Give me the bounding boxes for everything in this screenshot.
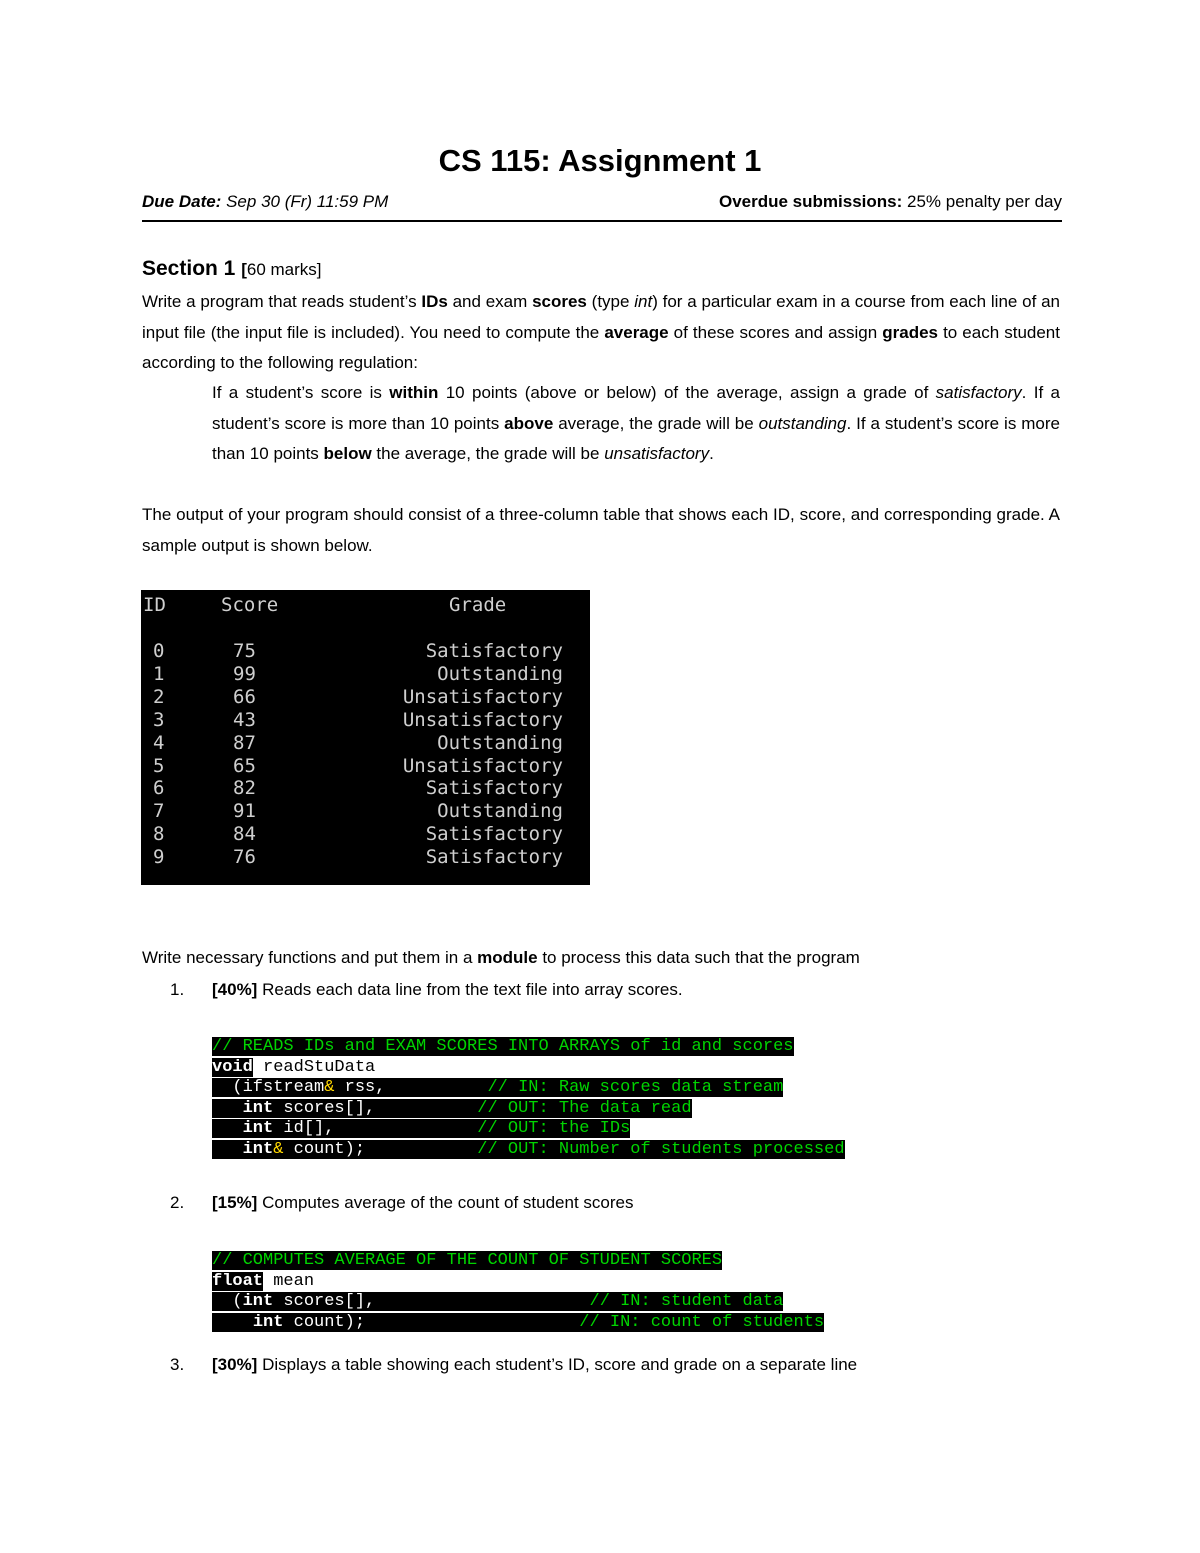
output-grade-cell: Outstanding bbox=[437, 731, 563, 754]
due-date-row bbox=[142, 192, 1062, 222]
output-row bbox=[141, 640, 590, 663]
output-id-cell: 6 bbox=[153, 777, 165, 800]
output-id-cell: 1 bbox=[153, 662, 165, 685]
output-score-cell: 65 bbox=[233, 754, 256, 777]
list-item-3: 3. [30%] Displays a table showing each student’s ID, score and grade on a separate line bbox=[170, 1355, 858, 1374]
output-row bbox=[141, 800, 590, 823]
output-score-cell: 84 bbox=[233, 823, 256, 846]
page-title: CS 115: Assignment 1 bbox=[438, 143, 762, 178]
grading-rule: If a student’s score is within 10 points (above or below) of the average, assign a grade of satisfactory. If a student’s score is more than 10 points above average, the grade will be outstanding. If a student’s score is more than 10 points below the average, the grade will be unsatisfactory. bbox=[212, 383, 1060, 463]
output-grade-cell: Unsatisfactory bbox=[402, 708, 563, 731]
list-item-1: 1. [40%] Reads each data line from the text file into array scores. bbox=[170, 980, 683, 999]
output-row bbox=[141, 686, 590, 709]
output-id-cell: 0 bbox=[153, 640, 165, 662]
output-row bbox=[141, 777, 590, 800]
output-id-cell: 9 bbox=[153, 846, 165, 869]
output-row bbox=[141, 846, 590, 869]
output-grade-cell: Satisfactory bbox=[425, 823, 563, 846]
output-score-cell: 43 bbox=[233, 708, 256, 731]
output-score-cell: 75 bbox=[233, 640, 256, 662]
output-row bbox=[141, 709, 590, 732]
output-row bbox=[141, 663, 590, 686]
section-heading: Section 1 [60 marks] bbox=[142, 257, 322, 280]
header-grade: Grade bbox=[449, 594, 507, 616]
output-id-cell: 3 bbox=[153, 708, 165, 731]
output-id-cell: 8 bbox=[153, 823, 165, 846]
functions-intro: Write necessary functions and put them in a module to process this data such that the program bbox=[142, 948, 860, 967]
output-score-cell: 82 bbox=[233, 777, 256, 800]
output-description: The output of your program should consist of a three-column table that shows each ID, score, and corresponding grade. A sample output is shown below. bbox=[142, 505, 1060, 555]
output-score-cell: 87 bbox=[233, 731, 256, 754]
output-grade-cell: Satisfactory bbox=[425, 777, 563, 800]
output-id-cell: 5 bbox=[153, 754, 165, 777]
code-block-mean: // COMPUTES AVERAGE OF THE COUNT OF STUDENT SCORES float mean (int scores[], // IN: student data int count); // IN: count of students bbox=[212, 1251, 825, 1332]
header-id: ID bbox=[143, 594, 166, 616]
output-grade-cell: Outstanding bbox=[437, 662, 563, 685]
output-grade-cell: Satisfactory bbox=[425, 640, 563, 662]
output-score-cell: 91 bbox=[233, 800, 256, 823]
header-score: Score bbox=[221, 594, 279, 616]
output-score-cell: 66 bbox=[233, 685, 256, 708]
code-comment: // READS IDs and EXAM SCORES INTO ARRAYS of id and scores bbox=[212, 1037, 794, 1056]
output-row bbox=[141, 732, 590, 755]
output-score-cell: 99 bbox=[233, 662, 256, 685]
output-score-cell: 76 bbox=[233, 846, 256, 869]
output-grade-cell: Outstanding bbox=[437, 800, 563, 823]
code-comment: // COMPUTES AVERAGE OF THE COUNT OF STUDENT SCORES bbox=[212, 1251, 723, 1270]
list-item-2: 2. [15%] Computes average of the count of student scores bbox=[170, 1193, 634, 1212]
output-id-cell: 2 bbox=[153, 685, 165, 708]
overdue-policy: Overdue submissions: 25% penalty per day bbox=[718, 192, 1062, 211]
output-id-cell: 4 bbox=[153, 731, 165, 754]
output-id-cell: 7 bbox=[153, 800, 165, 823]
sample-output-terminal bbox=[141, 590, 590, 885]
output-row bbox=[141, 823, 590, 846]
output-grade-cell: Unsatisfactory bbox=[402, 685, 563, 708]
assignment-description: Write a program that reads student’s IDs and exam scores (type int) for a particular exam in a course from each line of an input file (the input file is included). You need to compute the average of these scores and assign grades to each student according to the following regulation: bbox=[142, 292, 1060, 372]
due-date: Due Date: Sep 30 (Fr) 11:59 PM bbox=[142, 192, 389, 211]
output-row bbox=[141, 755, 590, 778]
output-grade-cell: Unsatisfactory bbox=[402, 754, 563, 777]
output-grade-cell: Satisfactory bbox=[425, 846, 563, 869]
code-block-readStuData: // READS IDs and EXAM SCORES INTO ARRAYS of id and scores void readStuData (ifstream& rss, // IN: Raw scores data stream int scores[], // OUT: The data read int id[], // OUT: the IDs int& count); // OUT: Number of students processed bbox=[212, 1037, 845, 1159]
